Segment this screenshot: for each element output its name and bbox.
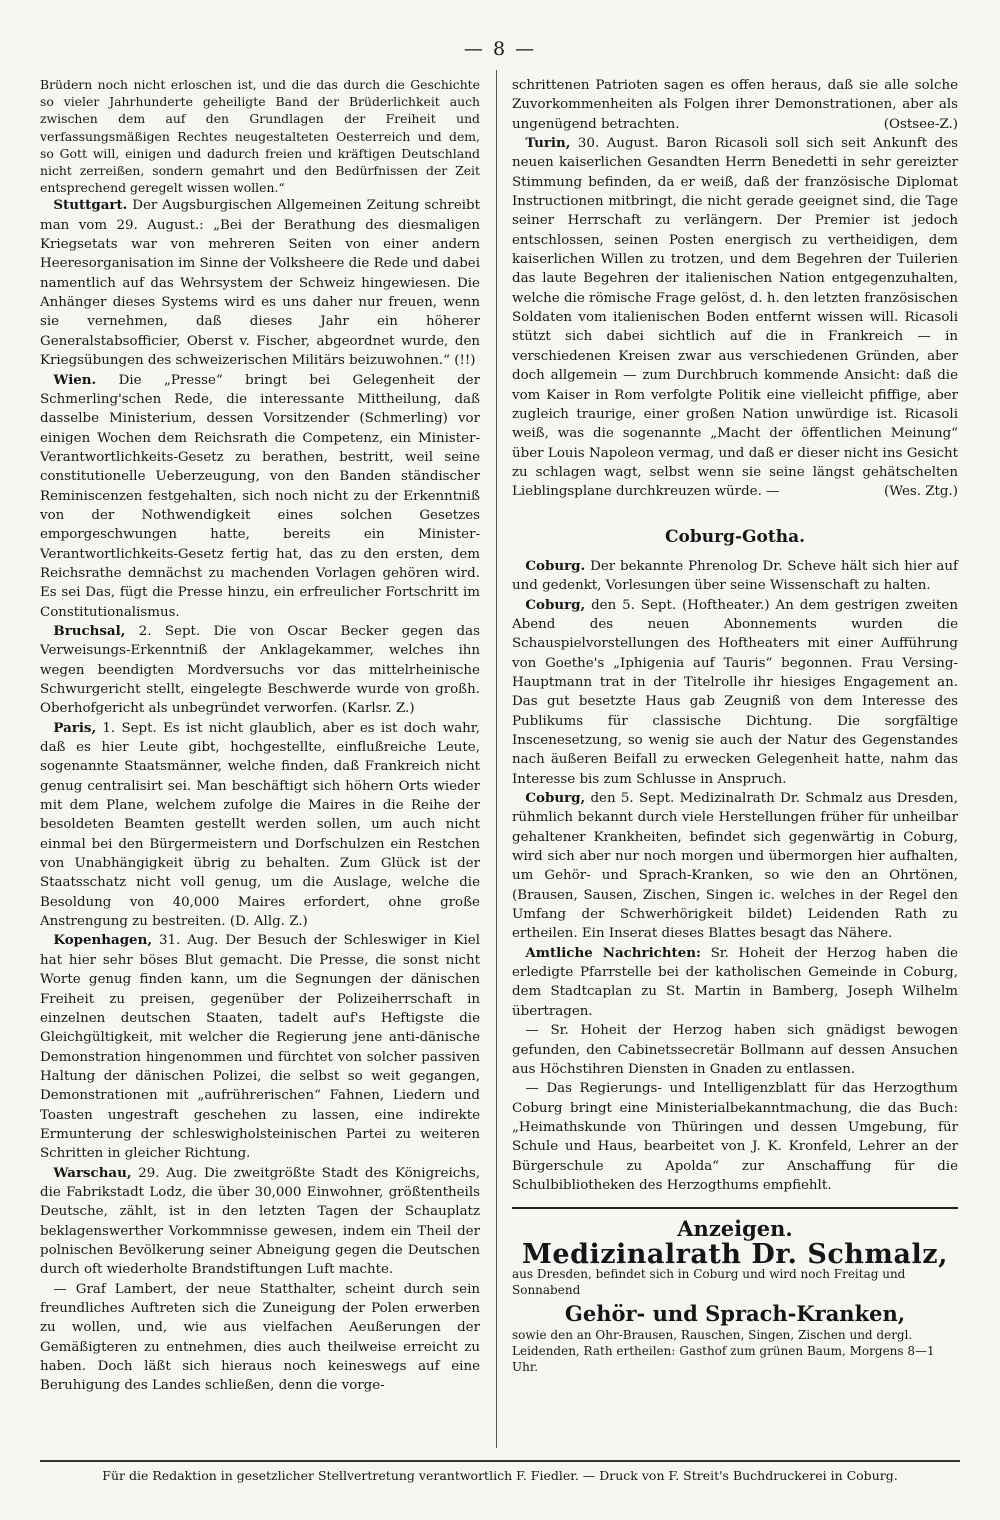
- article-paragraph: Bruchsal, 2. Sept. Die von Oscar Becker gegen das Verweisungs-Erkenntniß der Anklagekammer, welches ihn wegen beendigten Mordversuchs vor das mittelrheinische Schwurgericht stellt, eingelegte Beschwerde wurde von großh. Oberhofgericht als unbegründet verworfen. (Karlsr. Z.): [40, 622, 480, 717]
- article-paragraph: — Graf Lambert, der neue Statthalter, scheint durch sein freundliches Auftreten sich die Zuneigung der Polen erwerben zu wollen, und, wie aus vielfachen Aeußerungen der Gemäßigteren zu entnehmen, dies auch theilweise erreicht zu haben. Doch läßt sich hieraus noch keineswegs auf eine Beruhigung des Landes schließen, denn die vorge-: [40, 1281, 480, 1394]
- article-paragraph: Stuttgart. Der Augsburgischen Allgemeinen Zeitung schreibt man vom 29. August.: „Bei der Berathung des diesmaligen Kriegsetats war von mehreren Seiten von einer andern Heeresorganisation im Sinne der Volksheere die Rede und dabei namentlich auf das Wehrsystem der Schweiz hingewiesen. Die Anhänger dieses Systems wird es uns daher nur freuen, wenn sie vernehmen, daß dieses Jahr ein höherer Generalstabsofficier, Oberst v. Fischer, abgeordnet wurde, den Kriegsübungen des schweizerischen Militärs beizuwohnen.“ (!!): [40, 197, 480, 369]
- right-column: [512, 76, 958, 1375]
- dateline: Bruchsal,: [53, 622, 126, 639]
- page-number: — 8 —: [463, 38, 537, 60]
- source-citation: (Wes. Ztg.): [884, 484, 958, 500]
- left-column: [40, 76, 480, 1396]
- article-paragraph: — Sr. Hoheit der Herzog haben sich gnädigst bewogen gefunden, den Cabinetssecretär Bollmann auf dessen Ansuchen aus Höchstihren Diensten in Gnaden zu entlassen.: [512, 1023, 958, 1077]
- ad-text: sowie den an Ohr-Brausen, Rauschen, Singen, Zischen und dergl. Leidenden, Rath ertheilen: Gasthof zum grünen Baum, Morgens 8—1 Uhr.: [512, 1328, 935, 1375]
- ad-headline: Gehör- und Sprach-Kranken,: [564, 1300, 906, 1326]
- article-paragraph: Coburg, den 5. Sept. (Hoftheater.) An dem gestrigen zweiten Abend des neuen Abonnements wurden die Schauspielvorstellungen des Hoftheaters mit einer Aufführung von Goethe's „Iphigenia auf Tauris“ begonnen. Frau Versing-Hauptmann trat in der Titelrolle ihr hiesiges Engagement an. Das gut besetzte Haus gab Zeugniß von dem Interesse des Publikums für classische Dichtung. Die sorgfältige Inscenesetzung, so wenig sie auch der Natur des Gegenstandes nach äußeren Beifall zu erwecken Gelegenheit hatte, nahm das Interesse bis zum Schlusse in Anspruch.: [512, 596, 958, 787]
- article-paragraph: Paris, 1. Sept. Es ist nicht glaublich, aber es ist doch wahr, daß es hier Leute gibt, hochgestellte, einflußreiche Leute, sogenannte Staatsmänner, welche finden, daß Frankreich nicht genug centralisirt sei. Man beschäftigt sich höhern Orts wieder mit dem Plane, welchem zufolge die Maires in die Reihe der besoldeten Beamten gestellt werden sollen, um auch nicht einmal bei den Bürgermeistern und Dorfschulzen ein Restchen von Unabhängigkeit übrig zu behalten. Zum Glück ist der Staatsschatz nicht voll genug, um die Auslage, welche die Besoldung von 40,000 Maires erfordert, ohne große Anstrengung zu bestreiten. (D. Allg. Z.): [40, 719, 480, 930]
- ad-text: aus Dresden, befindet sich in Coburg und wird noch Freitag und Sonnabend: [512, 1266, 906, 1297]
- article-paragraph: Coburg. Der bekannte Phrenolog Dr. Scheve hält sich hier auf und gedenkt, Vorlesungen über seine Wissenschaft zu halten.: [512, 557, 958, 594]
- article-paragraph: schrittenen Patrioten sagen es offen heraus, daß sie alle solche Zuvorkommenheiten als Folgen ihrer Demonstrationen, aber als ungenügend betrachten. (Ostsee-Z.): [512, 76, 958, 134]
- dateline: Wien.: [53, 371, 97, 388]
- article-paragraph: Brüdern noch nicht erloschen ist, und die das durch die Geschichte so vieler Jahrhunderte geheiligte Band der Brüderlichkeit auch zwischen dem auf den Grundlagen der Freiheit und verfassungsmäßigen Rechtes neugestalteten Oesterreich und dem, so Gott will, einigen und dadurch freien und kräftigen Deutschland nicht zerreißen, sondern gemahrt und den Bedürfnissen der Zeit entsprechend geregelt wissen wollen.“: [40, 77, 480, 196]
- article-paragraph: Coburg, den 5. Sept. Medizinalrath Dr. Schmalz aus Dresden, rühmlich bekannt durch viele Herstellungen früher für unheilbar gehaltener Krankheiten, befindet sich gegenwärtig in Coburg, wird sich aber nur noch morgen und übermorgen hier aufhalten, um Gehör- und Sprach-Kranken, so wie den an Ohrtönen, (Brausen, Sausen, Zischen, Singen ic. welches in der Regel den Umfang der Schwerhörigkeit bildet) Leidenden Rath zu ertheilen. Ein Inserat dieses Blattes besagt das Nähere.: [512, 790, 958, 942]
- ad-name: Medizinalrath Dr. Schmalz,: [522, 1238, 948, 1270]
- dateline: Amtliche Nachrichten:: [525, 944, 701, 961]
- advertisement: [512, 1216, 958, 1375]
- section-heading: Coburg-Gotha.: [664, 526, 806, 547]
- article-paragraph: Wien. Die „Presse“ bringt bei Gelegenheit der Schmerling'schen Rede, die interessante Mittheilung, daß dasselbe Ministerium, dessen Vorsitzender (Schmerling) vor einigen Wochen dem Reichsrath die Competenz, ein Minister-Verantwortlichkeits-Gesetz zu berathen, bestritt, weil seine constitutionelle Ueberzeugung, von den Banden ständischer Reminiscenzen festgehalten, sich noch nicht zu der Erkenntniß von der Nothwendigkeit eines solchen Gesetzes emporgeschwungen hatte, bereits ein Minister-Verantwortlichkeits-Gesetz fertig hat, das zu den ersten, dem Reichsrathe demnächst zu machenden Vorlagen gehören wird. Es sei Das, fügt die Presse hinzu, ein erfreulicher Fortschritt im Constitutionalismus.: [40, 371, 480, 620]
- article-paragraph: Warschau, 29. Aug. Die zweitgrößte Stadt des Königreichs, die Fabrikstadt Lodz, die über 30,000 Einwohner, größtentheils Deutsche, zählt, ist in den letzten Tagen der Schauplatz beklagenswerther Vorkommnisse gewesen, indem ein Theil der polnischen Bevölkerung seiner Abneigung gegen die Deutschen durch oft wiederholte Brandstiftungen Luft machte.: [40, 1164, 480, 1278]
- ads-heading: Anzeigen.: [677, 1216, 793, 1242]
- dateline: Turin,: [525, 135, 571, 152]
- article-paragraph: Turin, 30. August. Baron Ricasoli soll sich seit Ankunft des neuen kaiserlichen Gesandten Herrn Benedetti in sehr gereizter Stimmung befinden, da er weiß, daß der französische Diplomat Instructionen mitbringt, die nicht gerade geeignet sind, die Tage seiner Herrschaft zu verlängern. Der Premier ist jedoch entschlossen, seinen Posten energisch zu vertheidigen, dem kaiserlichen Willen zu trotzen, und dem Begehren der Tuilerien das laute Begehren der italienischen Nation entgegenzuhalten, welche die römische Frage gelöst, d. h. den letzten französischen Soldaten vom italienischen Boden entfernt wissen will. Ricasoli stützt sich dabei sichtlich auf die in Frankreich — in verschiedenen Kreisen zwar aus verschiedenen Gründen, aber doch allgemein — zum Durchbruch kommende Ansicht: daß die vom Kaiser in Rom verfolgte Politik eine vielleicht pfiffige, aber zugleich traurige, einer großen Nation unwürdige ist. Ricasoli weiß, was die sogenannte „Macht der öffentlichen Meinung“ über Louis Napoleon vermag, und daß er dieser nicht ins Gesicht zu schlagen wagt, selbst wenn sie seine längst gehätschelten Lieblingsplane durchkreuzen würde. — (Wes. Ztg.): [512, 134, 958, 502]
- article-paragraph: Kopenhagen, 31. Aug. Der Besuch der Schleswiger in Kiel hat hier sehr böses Blut gemacht. Die Presse, die sonst nicht Worte genug finden kann, um die Segnungen der dänischen Freiheit zu preisen, gegenüber der Polizeiherrschaft in einzelnen deutschen Staaten, tadelt auf's Heftigste die Gleichgültigkeit, mit welcher die Regierung jene anti-dänische Demonstration hingenommen und fürchtet von solcher passiven Haltung der dänischen Polizei, die selbst so weit gegangen, Demonstrationen mit „aufrührerischen“ Fahnen, Liedern und Toasten ungestraft geschehen zu lassen, eine indirekte Ermunterung der schleswigholsteinischen Partei zu weiteren Schritten in gleicher Richtung.: [40, 932, 480, 1162]
- column-rule: [496, 70, 497, 1448]
- dateline: Coburg,: [525, 596, 586, 613]
- dateline: Paris,: [53, 719, 97, 736]
- dateline: Warschau,: [53, 1164, 132, 1181]
- dateline: Coburg,: [525, 790, 586, 807]
- source-citation: (Ostsee-Z.): [883, 116, 958, 132]
- dateline: Kopenhagen,: [53, 932, 152, 949]
- imprint-footer: Für die Redaktion in gesetzlicher Stellvertretung verantwortlich F. Fiedler. — Druck von F. Streit's Buchdruckerei in Coburg.: [40, 1460, 960, 1483]
- section-divider: [512, 1207, 958, 1209]
- dateline: Stuttgart.: [53, 197, 128, 214]
- article-paragraph: Amtliche Nachrichten: Sr. Hoheit der Herzog haben die erledigte Pfarrstelle bei der katholischen Gemeinde in Coburg, dem Stadtcaplan zu St. Martin in Bamberg, Joseph Wilhelm übertragen.: [512, 944, 958, 1019]
- dateline: Coburg.: [525, 557, 586, 574]
- article-paragraph: — Das Regierungs- und Intelligenzblatt für das Herzogthum Coburg bringt eine Ministerialbekanntmachung, die das Buch: „Heimathskunde von Thüringen und dessen Umgebung, für Schule und Haus, bearbeitet von J. K. Kronfeld, Lehrer an der Bürgerschule zu Apolda“ zur Anschaffung für die Schulbibliotheken des Herzogthums empfiehlt.: [512, 1081, 958, 1193]
